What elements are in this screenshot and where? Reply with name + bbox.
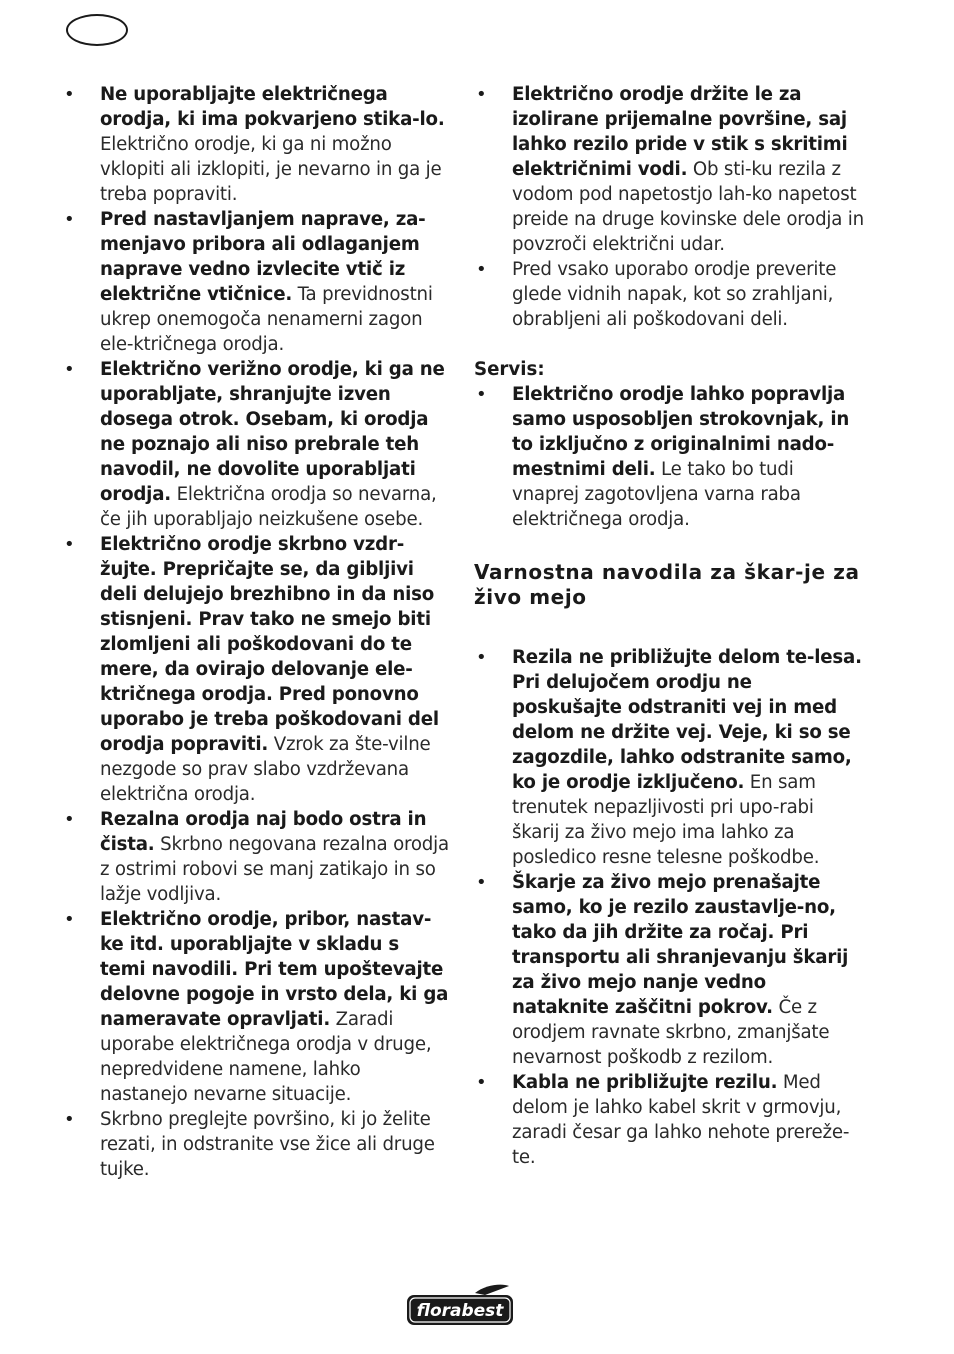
list-item <box>62 207 450 357</box>
item-text: Električno orodje, ki ga ni možno vklopiti ali izklopiti, je nevarno in ga je treba popraviti. <box>100 134 442 205</box>
list-item <box>62 807 450 907</box>
item-lead: Električno orodje skrbno vzdr-žujte. Prepričajte se, da gibljivi deli delujejo brezhibno in da niso stisnjeni. Prav tako ne smejo biti zlomljeni ali poškodovani do te mere, da ovirajo delovanje ele-ktričnega orodja. Pred ponovno uporabo je treba poškodovani del orodja popraviti. <box>100 534 439 755</box>
section-heading: Varnostna navodila za škar-je za živo mejo <box>474 560 860 609</box>
servis-bullet-list <box>474 382 864 532</box>
list-item <box>474 257 864 332</box>
language-badge <box>66 14 128 46</box>
right-bullet-list <box>474 82 864 332</box>
florabest-logo <box>405 1283 515 1329</box>
item-lead: Pred nastavljanjem naprave, za-menjavo pribora ali odlaganjem naprave vedno izvlecite vtič iz električne vtičnice. <box>100 209 426 305</box>
item-lead: Ne uporabljajte električnega orodja, ki ima pokvarjeno stika-lo. <box>100 84 445 130</box>
item-text: Skrbno preglejte površino, ki jo želite rezati, in odstranite vse žice ali druge tujke. <box>100 1109 435 1180</box>
list-item <box>474 870 864 1070</box>
item-text: Skrbno negovana rezalna orodja z ostrimi robovi se manj zatikajo in so lažje vodljiva. <box>100 834 449 905</box>
item-text: Vzrok za šte-vilne nezgode so prav slabo vzdrževana električna orodja. <box>100 734 431 805</box>
right-column <box>474 82 864 1170</box>
leaf-icon <box>475 1285 509 1295</box>
list-item <box>474 382 864 532</box>
item-lead: Kabla ne približujte rezilu. <box>512 1072 778 1093</box>
list-item <box>474 645 864 870</box>
list-item <box>62 357 450 532</box>
item-lead: Električno orodje lahko popravlja samo usposobljen strokovnjak, in to izključno z originalnimi nado-mestnimi deli. <box>512 384 850 480</box>
item-text: Med delom je lahko kabel skrit v grmovju, zaradi česar ga lahko nehote prereže-te. <box>512 1072 850 1168</box>
section-bullet-list <box>474 645 864 1170</box>
item-text: Ob sti-ku rezila z vodom pod napetostjo lah-ko napetost preide na druge kovinske dele orodja in povzroči električni udar. <box>512 159 864 255</box>
item-lead: Električno orodje, pribor, nastav-ke itd. uporabljajte v skladu s temi navodili. Pri tem upoštevajte delovne pogoje in vrsto dela, ki ga nameravate opravljati. <box>100 909 449 1030</box>
logo-text: florabest <box>416 1301 504 1321</box>
item-lead: Rezila ne približujte delom te-lesa. Pri delujočem orodju ne poskušajte odstraniti vej in med delom ne držite vej. Veje, ki so se zagozdile, lahko odstranite samo, ko je orodje izključeno. <box>512 647 862 793</box>
item-lead: Električno verižno orodje, ki ga ne uporabljate, shranjujte izven dosega otrok. Osebam, ki orodja ne poznajo ali niso prebrale teh navodil, ne dovolite uporabljati orodja. <box>100 359 445 505</box>
item-text: Pred vsako uporabo orodje preverite glede vidnih napak, kot so zrahljani, obrabljeni ali poškodovani deli. <box>512 259 837 330</box>
left-bullet-list <box>62 82 450 1182</box>
item-lead: Električno orodje držite le za izolirane prijemalne površine, saj lahko rezilo pride v stik s skritimi električnimi vodi. <box>512 84 848 180</box>
item-text: En sam trenutek nepazljivosti pri upo-rabi škarij za živo mejo ima lahko za posledico resne telesne poškodbe. <box>512 772 820 868</box>
item-text: Če z orodjem ravnate skrbno, zmanjšate nevarnost poškodb z rezilom. <box>512 997 830 1068</box>
item-text: Električna orodja so nevarna, če jih uporabljajo neizkušene osebe. <box>100 484 437 530</box>
list-item <box>62 1107 450 1182</box>
item-lead: Škarje za živo mejo prenašajte samo, ko je rezilo zaustavlje-no, tako da jih držite za ročaj. Pri transportu ali shranjevanju škarij za živo mejo nanje vedno nataknite zaščitni pokrov. <box>512 872 849 1018</box>
item-lead: Rezalna orodja naj bodo ostra in čista. <box>100 809 427 855</box>
list-item <box>62 82 450 207</box>
item-text: Zaradi uporabe električnega orodja v druge, nepredvidene namene, lahko nastanejo nevarne situacije. <box>100 1009 432 1105</box>
list-item <box>474 1070 864 1170</box>
item-text: Ta previdnostni ukrep onemogoča nenamerni zagon ele-ktričnega orodja. <box>100 284 433 355</box>
list-item <box>474 82 864 257</box>
left-column <box>62 82 450 1182</box>
list-item <box>62 907 450 1107</box>
item-text: Le tako bo tudi vnaprej zagotovljena varna raba električnega orodja. <box>512 459 801 530</box>
servis-heading: Servis: <box>474 359 545 380</box>
list-item <box>62 532 450 807</box>
